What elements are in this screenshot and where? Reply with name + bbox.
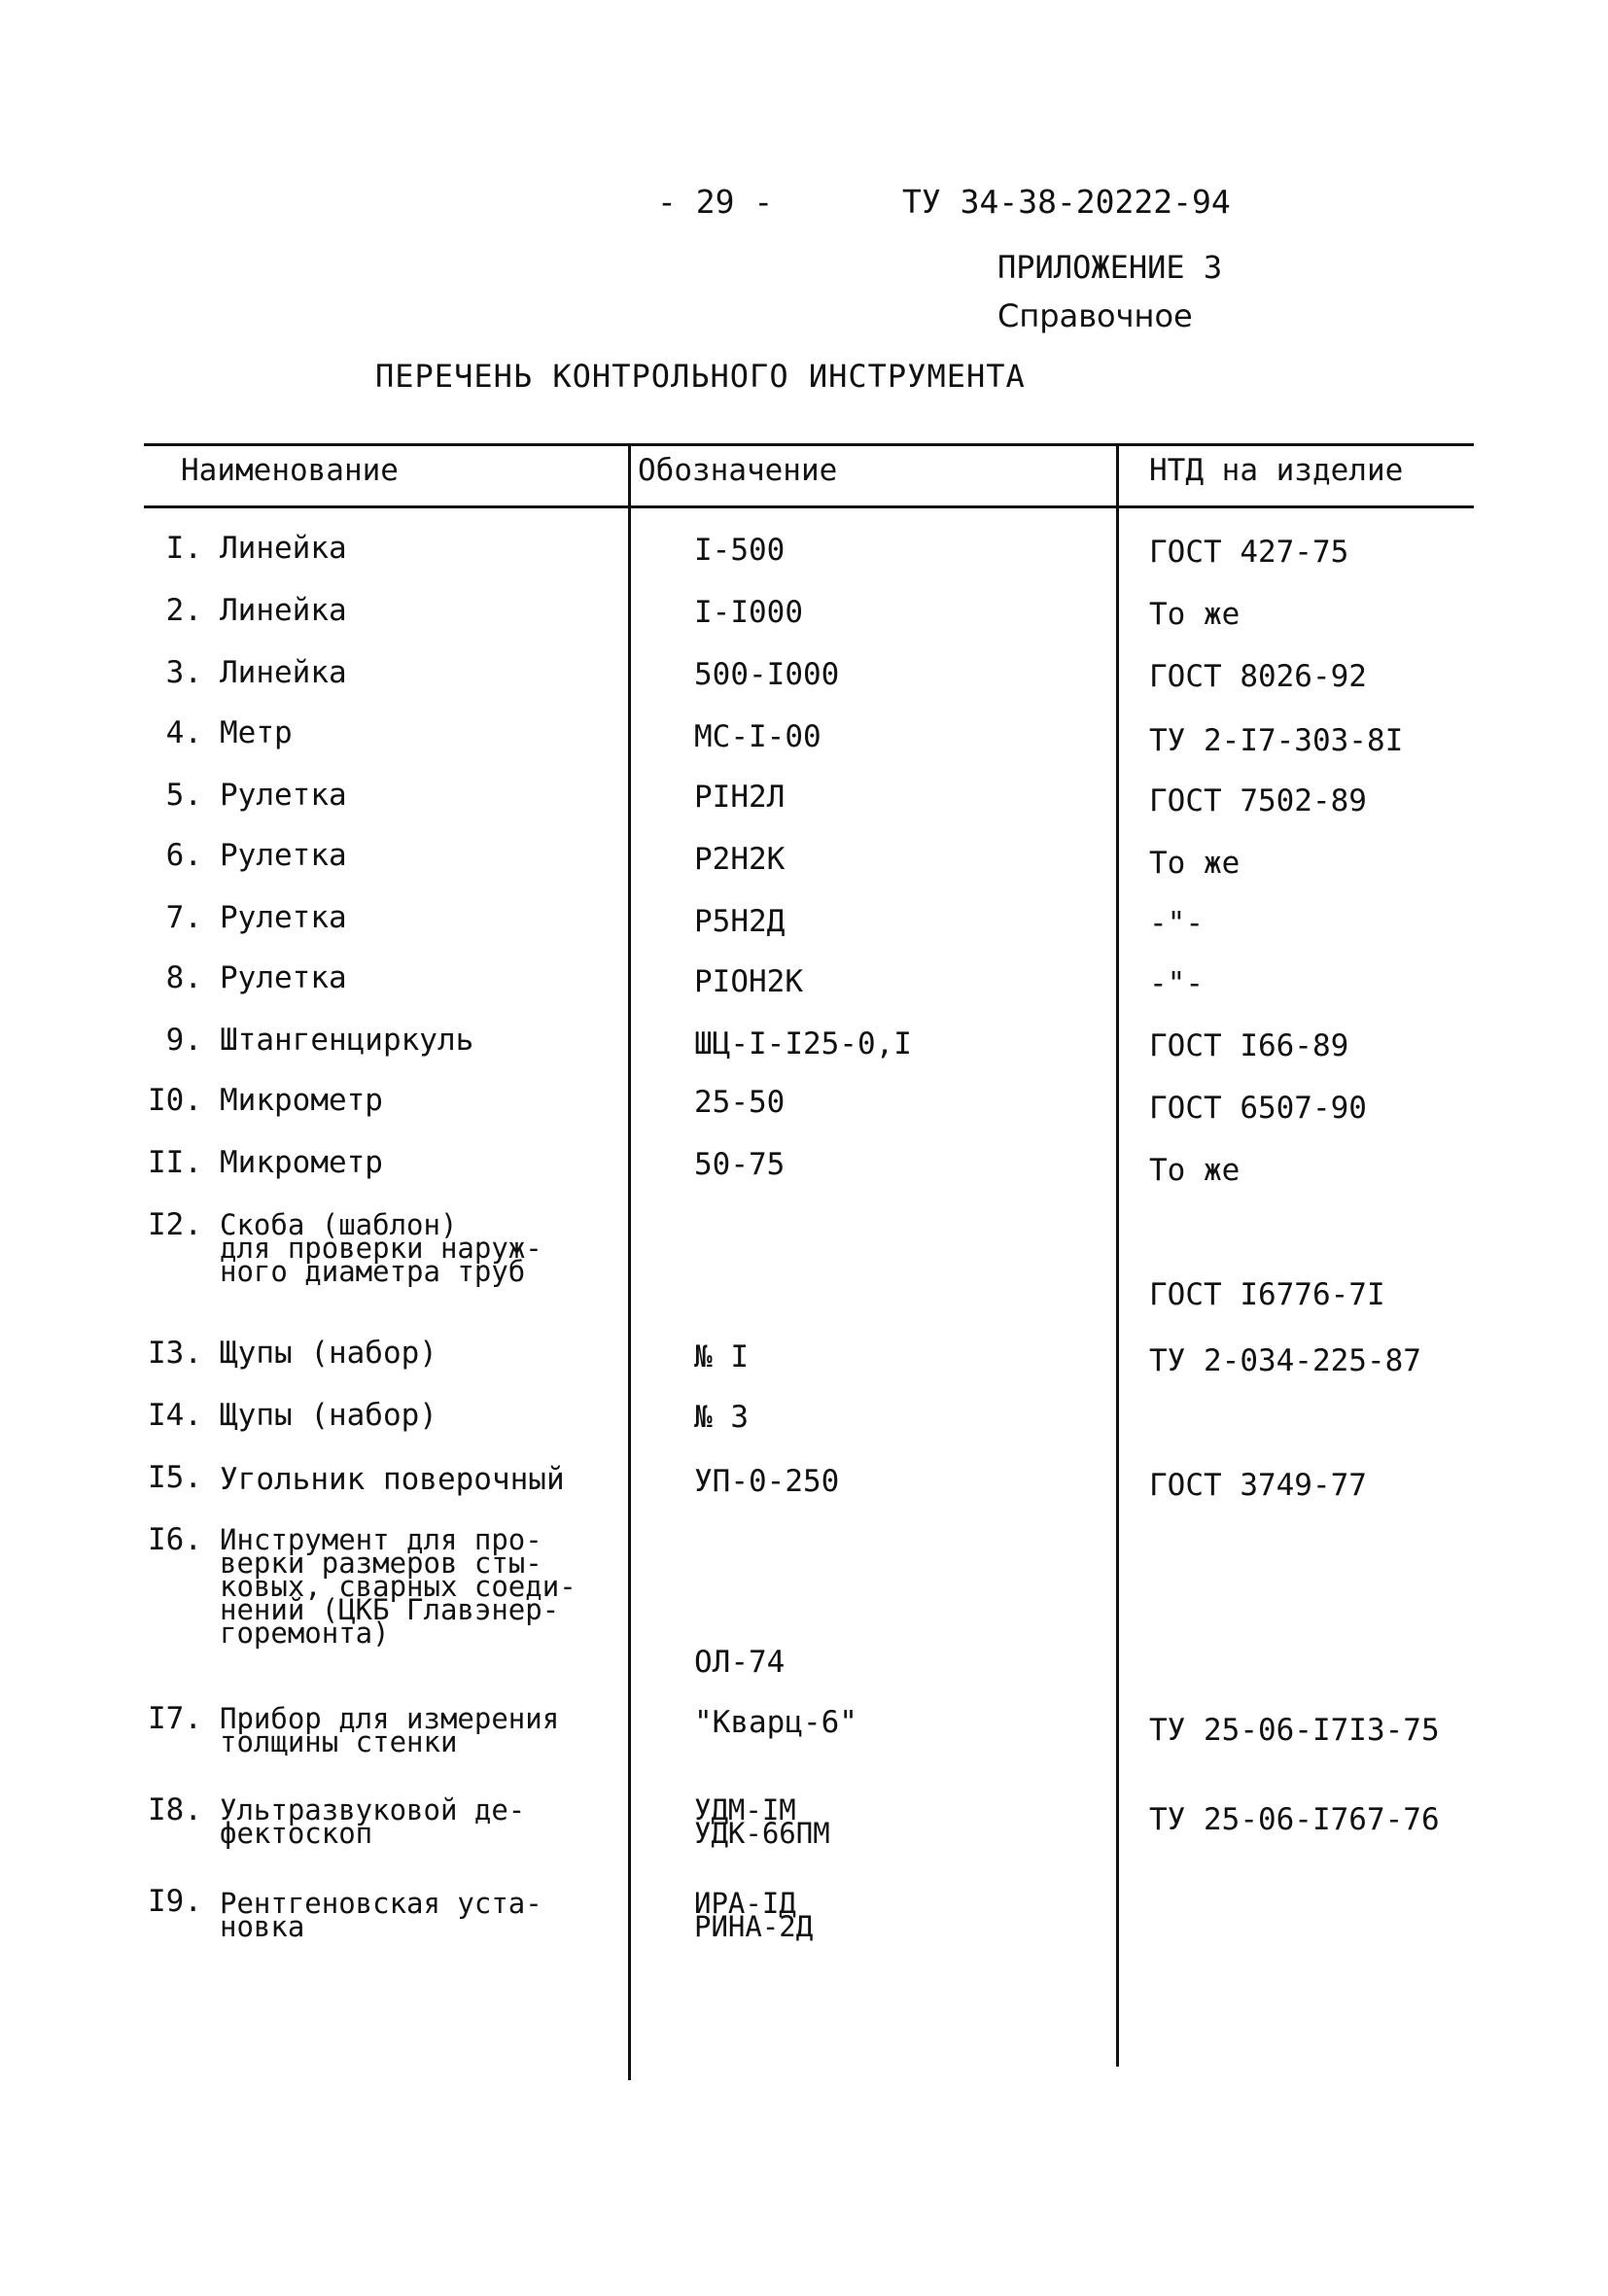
row-number: I0. <box>148 1083 202 1118</box>
row-designation: Р2Н2К <box>694 842 786 877</box>
row-number: I. <box>165 531 202 566</box>
column-header-name: Наименование <box>181 453 399 488</box>
row-ntd: ГОСТ 6507-90 <box>1149 1091 1367 1126</box>
row-ntd: То же <box>1149 846 1241 881</box>
row-designation: РIН2Л <box>694 780 786 815</box>
row-ntd: ГОСТ 3749-77 <box>1149 1468 1367 1503</box>
row-number: 3. <box>165 655 202 690</box>
column-divider-2 <box>1116 443 1119 2067</box>
row-ntd: -"- <box>1149 966 1204 1001</box>
row-name: Прибор для измерения толщины стенки <box>220 1702 560 1758</box>
row-number: I5. <box>148 1460 202 1495</box>
row-designation: 500-I000 <box>694 657 840 692</box>
row-ntd: ГОСТ 8026-92 <box>1149 659 1367 694</box>
row-designation: ИРА-IД РИНА-2Д <box>694 1887 814 1943</box>
table-top-border <box>144 443 1474 446</box>
row-number: I3. <box>148 1336 202 1371</box>
row-ntd: -"- <box>1149 906 1204 941</box>
row-number: 2. <box>165 593 202 628</box>
row-name: Линейка <box>220 593 347 628</box>
document-title: ПЕРЕЧЕНЬ КОНТРОЛЬНОГО ИНСТРУМЕНТА <box>375 358 1026 395</box>
appendix-type: Справочное <box>997 297 1193 334</box>
row-number: 5. <box>165 778 202 813</box>
row-designation: 50-75 <box>694 1147 786 1182</box>
row-ntd: ТУ 2-I7-303-8I <box>1149 723 1404 758</box>
row-designation: "Кварц-6" <box>694 1705 857 1740</box>
row-number: I4. <box>148 1398 202 1433</box>
row-ntd: ГОСТ 7502-89 <box>1149 783 1367 818</box>
appendix-label: ПРИЛОЖЕНИЕ 3 <box>997 249 1223 286</box>
row-name: Линейка <box>220 655 347 690</box>
document-code: ТУ 34-38-20222-94 <box>902 183 1231 221</box>
row-designation: ШЦ-I-I25-0,I <box>694 1026 912 1061</box>
table-header-border <box>144 505 1474 508</box>
page-number: - 29 - <box>657 183 774 221</box>
column-header-ntd: НТД на изделие <box>1149 453 1404 488</box>
row-ntd: ТУ 2-034-225-87 <box>1149 1343 1421 1378</box>
row-number: I9. <box>148 1884 202 1919</box>
row-number: 6. <box>165 838 202 873</box>
row-designation: № I <box>694 1339 749 1374</box>
row-number: I7. <box>148 1701 202 1736</box>
row-ntd: ГОСТ 427-75 <box>1149 535 1349 570</box>
row-ntd: То же <box>1149 597 1241 632</box>
row-ntd: ГОСТ I66-89 <box>1149 1028 1349 1063</box>
row-designation: УП-0-250 <box>694 1464 840 1499</box>
row-name: Щупы (набор) <box>220 1398 437 1433</box>
row-name: Микрометр <box>220 1145 383 1180</box>
row-number: I8. <box>148 1792 202 1827</box>
row-name: Щупы (набор) <box>220 1336 437 1371</box>
row-ntd: ГОСТ I6776-7I <box>1149 1277 1385 1312</box>
row-name: Рентгеновская уста- новка <box>220 1887 542 1943</box>
row-designation: I-I000 <box>694 595 803 630</box>
column-header-designation: Обозначение <box>638 453 838 488</box>
row-designation: I-500 <box>694 533 786 568</box>
row-designation: УДМ-IМ УДК-66ПМ <box>694 1793 830 1850</box>
row-designation: 25-50 <box>694 1085 786 1120</box>
row-number: I6. <box>148 1522 202 1557</box>
row-ntd: То же <box>1149 1153 1241 1188</box>
row-name: Рулетка <box>220 778 347 813</box>
row-name: Рулетка <box>220 838 347 873</box>
row-name: Скоба (шаблон) для проверки наруж- ного диаметра труб <box>220 1208 542 1288</box>
row-ntd: ТУ 25-06-I767-76 <box>1149 1802 1440 1837</box>
row-name: Инструмент для про- верки размеров сты- ковых, сварных соеди- нений (ЦКБ Главэнер- горемонта) <box>220 1523 577 1650</box>
row-name: Линейка <box>220 531 347 566</box>
row-number: 8. <box>165 960 202 995</box>
row-name: Ультразвуковой де- фектоскоп <box>220 1793 526 1850</box>
row-designation: № 3 <box>694 1400 749 1435</box>
row-name: Рулетка <box>220 960 347 995</box>
row-name: Угольник поверочный <box>220 1462 565 1497</box>
row-number: 7. <box>165 900 202 935</box>
row-ntd: ТУ 25-06-I7I3-75 <box>1149 1713 1440 1748</box>
row-designation: РIОН2К <box>694 964 803 999</box>
row-number: II. <box>148 1145 202 1180</box>
row-number: I2. <box>148 1207 202 1242</box>
row-number: 4. <box>165 715 202 750</box>
row-designation: ОЛ-74 <box>694 1645 786 1680</box>
row-designation: МС-I-00 <box>694 719 821 754</box>
row-name: Рулетка <box>220 900 347 935</box>
row-designation: Р5Н2Д <box>694 904 786 939</box>
column-divider-1 <box>628 443 631 2080</box>
row-name: Штангенциркуль <box>220 1023 474 1058</box>
row-name: Метр <box>220 715 293 750</box>
row-name: Микрометр <box>220 1083 383 1118</box>
row-number: 9. <box>165 1023 202 1058</box>
